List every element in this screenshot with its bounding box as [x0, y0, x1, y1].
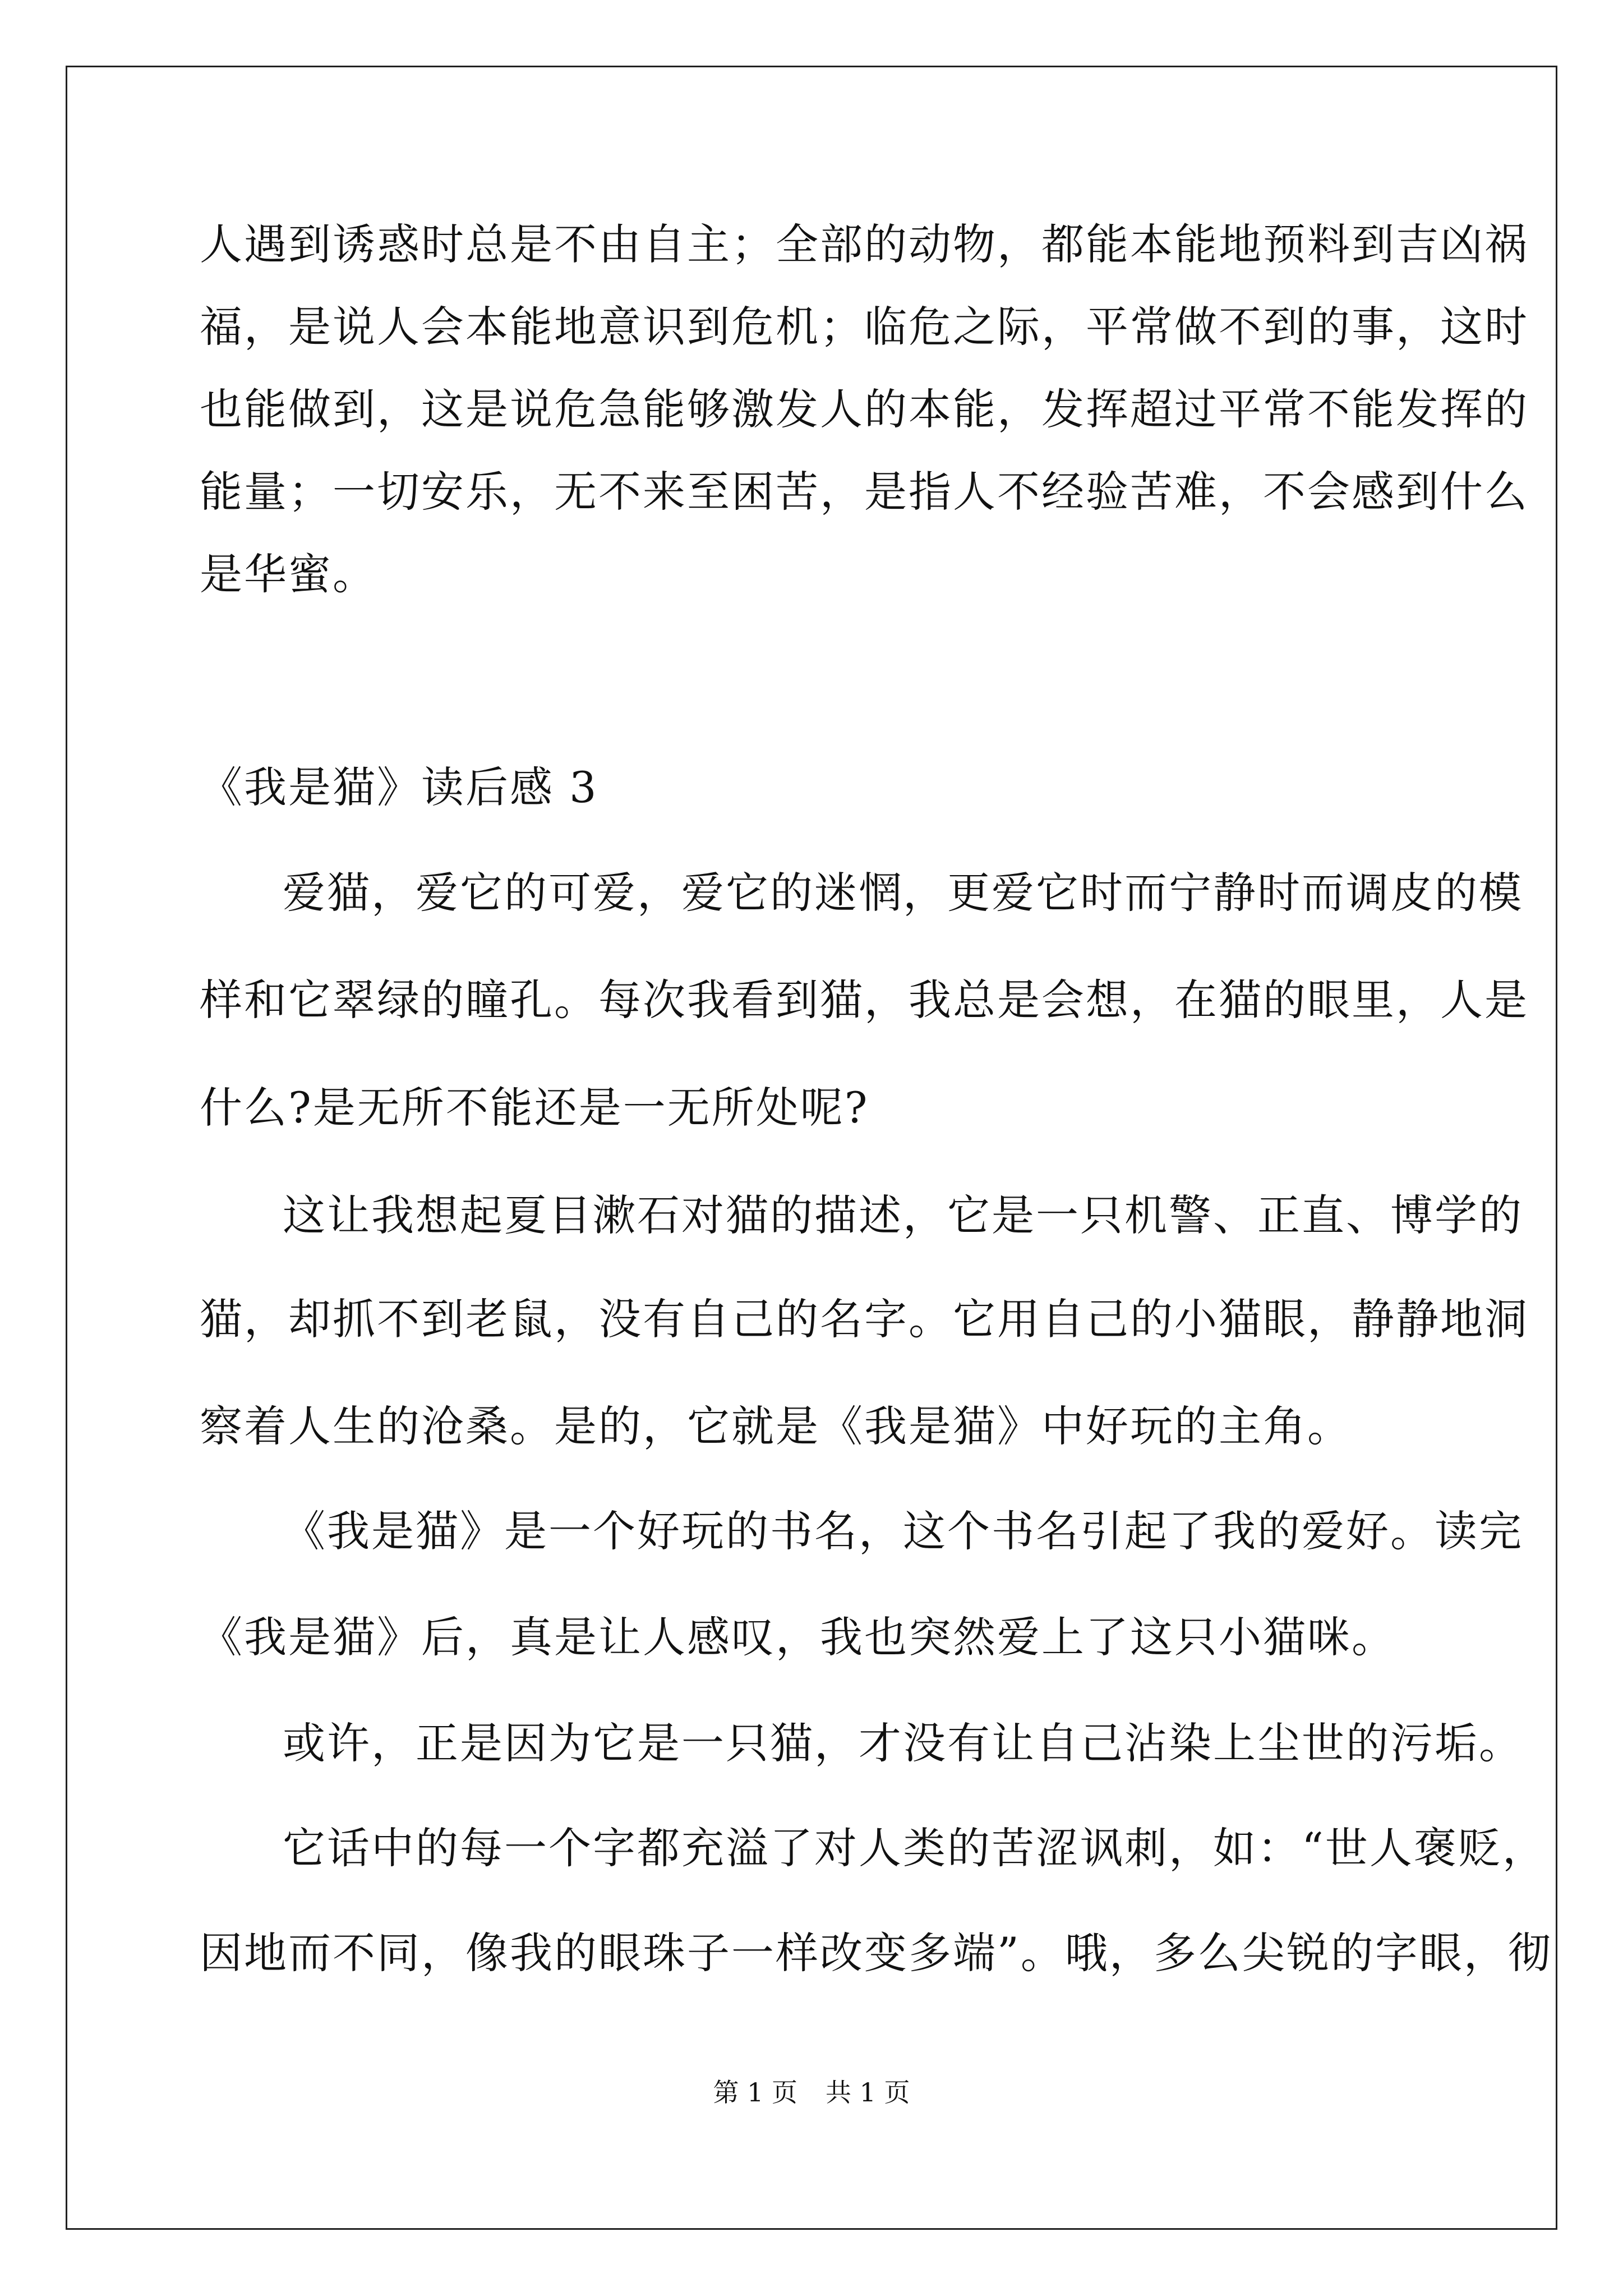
page-footer: [0, 2076, 1623, 2109]
body-line-15: 或许，正是因为它是一只猫，才没有让自己沾染上尘世的污垢。: [283, 1718, 1523, 1768]
body-line-16: 它话中的每一个字都充溢了对人类的苦涩讽刺，如：“世人褒贬，: [283, 1823, 1547, 1873]
body-line-9: 什么?是无所不能还是一无所处呢?: [200, 1083, 869, 1133]
body-line-13: 《我是猫》是一个好玩的书名，这个书名引起了我的爱好。读完: [283, 1506, 1523, 1556]
body-line-12: 察着人生的沧桑。是的，它就是《我是猫》中好玩的主角。: [200, 1401, 1352, 1451]
body-line-10: 这让我想起夏目漱石对猫的描述，它是一只机警、正直、博学的: [283, 1190, 1523, 1240]
body-line-11: 猫，却抓不到老鼠，没有自己的名字。它用自己的小猫眼，静静地洞: [200, 1294, 1529, 1344]
body-line-3: 也能做到，这是说危急能够激发人的本能，发挥超过平常不能发挥的: [200, 384, 1529, 434]
body-line-8: 样和它翠绿的瞳孔。每次我看到猫，我总是会想，在猫的眼里，人是: [200, 975, 1529, 1025]
section-heading: 《我是猫》读后感 3: [200, 762, 598, 812]
body-line-5: 是华蜜。: [200, 549, 377, 599]
body-line-4: 能量；一切安乐，无不来至困苦，是指人不经验苦难，不会感到什么: [200, 467, 1529, 517]
page-total: 共 1 页: [826, 2077, 910, 2108]
body-line-17: 因地而不同，像我的眼珠子一样改变多端”。哦，多么尖锐的字眼，彻: [200, 1928, 1552, 1978]
body-line-1: 人遇到诱惑时总是不由自主；全部的动物，都能本能地预料到吉凶祸: [200, 219, 1529, 269]
body-line-2: 福，是说人会本能地意识到危机；临危之际，平常做不到的事，这时: [200, 302, 1529, 352]
page-number: 第 1 页: [713, 2077, 797, 2108]
body-line-7: 爱猫，爱它的可爱，爱它的迷惘，更爱它时而宁静时而调皮的模: [283, 868, 1523, 918]
body-line-14: 《我是猫》后，真是让人感叹，我也突然爱上了这只小猫咪。: [200, 1612, 1396, 1662]
